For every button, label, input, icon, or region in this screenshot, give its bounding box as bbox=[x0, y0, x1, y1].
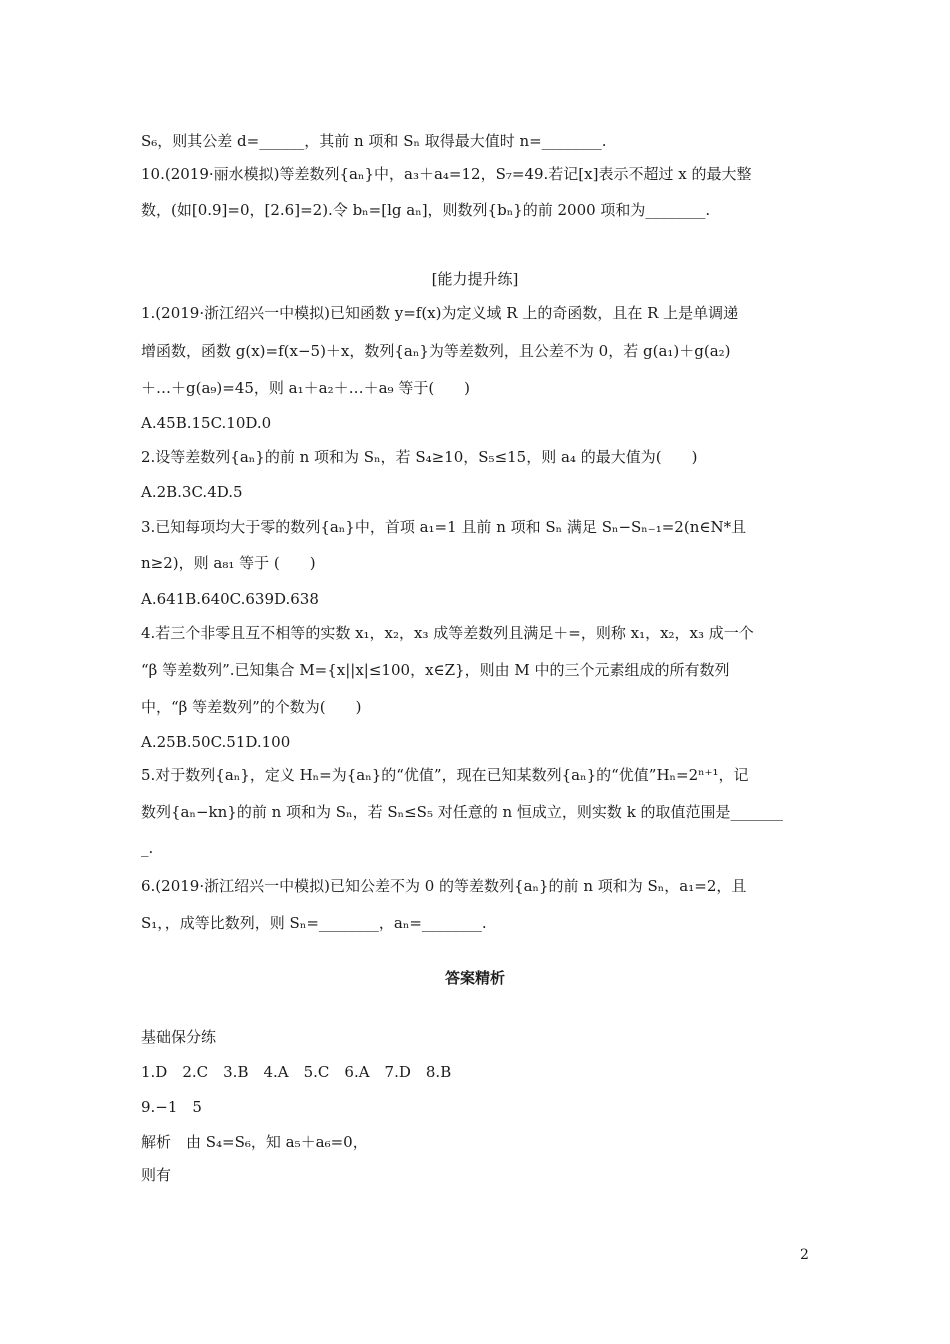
line-3: 数，(如[0.9]=0，[2.6]=2).令 bₙ=[lg aₙ]，则数列{bₙ}的前 2000 项和为________. bbox=[141, 201, 711, 219]
line-11: 3.已知每项均大于零的数列{aₙ}中，首项 a₁=1 且前 n 项和 Sₙ 满足 Sₙ−Sₙ₋₁=2(n∈N*且 bbox=[141, 518, 747, 536]
line-7: ＋…＋g(a₉)=45，则 a₁＋a₂＋…＋a₉ 等于( ) bbox=[141, 379, 471, 397]
line-21: 6.(2019·浙江绍兴一中模拟)已知公差不为 0 的等差数列{aₙ}的前 n 项和为 Sₙ，a₁=2，且 bbox=[141, 877, 747, 895]
page-number: 2 bbox=[800, 1247, 809, 1263]
line-6: 增函数，函数 g(x)=f(x−5)＋x，数列{aₙ}为等差数列，且公差不为 0，若 g(a₁)＋g(a₂) bbox=[141, 342, 731, 360]
line-15: “β 等差数列”.已知集合 M={x||x|≤100，x∈Z}，则由 M 中的三个元素组成的所有数列 bbox=[141, 661, 730, 679]
line-14: 4.若三个非零且互不相等的实数 x₁，x₂，x₃ 成等差数列且满足＋=，则称 x₁，x₂，x₃ 成一个 bbox=[141, 624, 754, 642]
answers-heading: 答案精析 bbox=[444, 969, 505, 987]
options-q3: A.641B.640C.639D.638 bbox=[141, 590, 319, 608]
line-19: 数列{aₙ−kn}的前 n 项和为 Sₙ，若 Sₙ≤S₅ 对任意的 n 恒成立，则实数 k 的取值范围是_______ bbox=[141, 803, 784, 821]
line-12: n≥2)，则 a₈₁ 等于 ( ) bbox=[141, 554, 316, 572]
options-q4: A.25B.50C.51D.100 bbox=[141, 733, 291, 751]
line-16: 中，“β 等差数列”的个数为( ) bbox=[141, 698, 362, 716]
line-24: 基础保分练 bbox=[141, 1028, 217, 1046]
line-27: 解析 由 S₄=S₆，知 a₅＋a₆=0， bbox=[141, 1133, 368, 1151]
line-1: S₆，则其公差 d=______，其前 n 项和 Sₙ 取得最大值时 n=________. bbox=[141, 132, 607, 150]
line-22: S₁，，成等比数列，则 Sₙ=________，aₙ=________. bbox=[141, 914, 487, 932]
line-5: 1.(2019·浙江绍兴一中模拟)已知函数 y=f(x)为定义域 R 上的奇函数，且在 R 上是单调递 bbox=[141, 304, 739, 322]
line-28: 则有 bbox=[141, 1166, 172, 1184]
line-18: 5.对于数列{aₙ}，定义 Hₙ=为{aₙ}的“优值”，现在已知某数列{aₙ}的“优值”Hₙ=2ⁿ⁺¹，记 bbox=[141, 766, 749, 784]
line-2: 10.(2019·丽水模拟)等差数列{aₙ}中，a₃＋a₄=12，S₇=49.若记[x]表示不超过 x 的最大整 bbox=[141, 165, 752, 183]
line-20: _. bbox=[141, 839, 154, 857]
options-q1: A.45B.15C.10D.0 bbox=[141, 414, 272, 432]
options-q2: A.2B.3C.4D.5 bbox=[141, 483, 243, 501]
line-9: 2.设等差数列{aₙ}的前 n 项和为 Sₙ，若 S₄≥10，S₅≤15，则 a₄ 的最大值为( ) bbox=[141, 448, 698, 466]
line-26: 9.−1 5 bbox=[141, 1098, 202, 1116]
section-heading: [能力提升练] bbox=[431, 270, 519, 288]
line-25: 1.D 2.C 3.B 4.A 5.C 6.A 7.D 8.B bbox=[141, 1063, 452, 1081]
